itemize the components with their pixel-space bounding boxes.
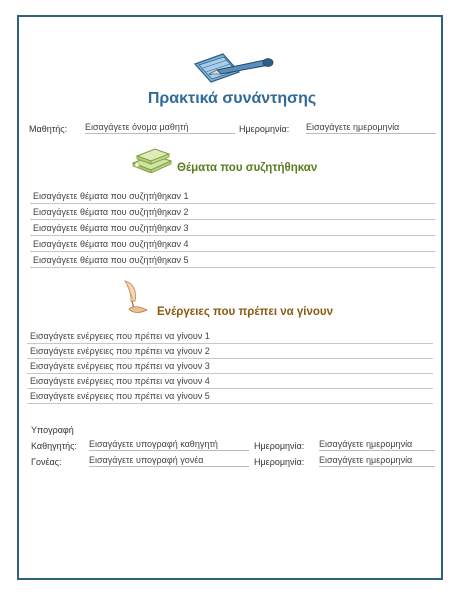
parent-date-value: Εισαγάγετε ημερομηνία: [319, 455, 413, 465]
document-page: [17, 15, 443, 580]
teacher-signature-value: Εισαγάγετε υπογραφή καθηγητή: [89, 439, 218, 449]
topic-line-5[interactable]: [30, 254, 435, 268]
student-name-value: Εισαγάγετε όνομα μαθητή: [85, 122, 189, 132]
actions-section-title: Ενέργειες που πρέπει να γίνουν: [157, 306, 333, 318]
teacher-signature-field[interactable]: [89, 439, 249, 451]
topic-text: Εισαγάγετε θέματα που συζητήθηκαν 5: [33, 255, 189, 265]
student-name-field[interactable]: [85, 122, 235, 134]
topics-section-title: Θέματα που συζητήθηκαν: [177, 162, 318, 174]
student-label: Μαθητής:: [29, 124, 68, 134]
topic-text: Εισαγάγετε θέματα που συζητήθηκαν 3: [33, 223, 189, 233]
teacher-label: Καθηγητής:: [31, 441, 78, 451]
topic-line-4[interactable]: [30, 238, 435, 252]
topic-text: Εισαγάγετε θέματα που συζητήθηκαν 1: [33, 191, 189, 201]
action-line-5[interactable]: [27, 390, 433, 404]
action-line-3[interactable]: [27, 360, 433, 374]
action-text: Εισαγάγετε ενέργειες που πρέπει να γίνουν 2: [30, 346, 210, 356]
topic-text: Εισαγάγετε θέματα που συζητήθηκαν 4: [33, 239, 189, 249]
signature-heading: Υπογραφή: [31, 425, 74, 435]
action-line-1[interactable]: [27, 330, 433, 344]
action-text: Εισαγάγετε ενέργειες που πρέπει να γίνουν 5: [30, 391, 210, 401]
page-title: Πρακτικά συνάντησης: [147, 90, 317, 107]
date-label: Ημερομηνία:: [239, 124, 290, 134]
parent-signature-field[interactable]: [89, 455, 249, 467]
action-line-4[interactable]: [27, 375, 433, 389]
date-value: Εισαγάγετε ημερομηνία: [306, 122, 400, 132]
parent-signature-value: Εισαγάγετε υπογραφή γονέα: [89, 455, 204, 465]
topic-text: Εισαγάγετε θέματα που συζητήθηκαν 2: [33, 207, 189, 217]
action-line-2[interactable]: [27, 345, 433, 359]
stacked-books-icon: [129, 145, 175, 173]
notebook-pen-icon: [189, 48, 277, 84]
action-text: Εισαγάγετε ενέργειες που πρέπει να γίνουν 4: [30, 376, 210, 386]
action-text: Εισαγάγετε ενέργειες που πρέπει να γίνουν 1: [30, 331, 210, 341]
topic-line-3[interactable]: [30, 222, 435, 236]
date-field[interactable]: [306, 122, 436, 134]
topic-line-1[interactable]: [30, 190, 435, 204]
teacher-date-label: Ημερομηνία:: [254, 441, 305, 451]
parent-date-field[interactable]: [319, 455, 435, 467]
teacher-date-field[interactable]: [319, 439, 435, 451]
parent-date-label: Ημερομηνία:: [254, 457, 305, 467]
action-text: Εισαγάγετε ενέργειες που πρέπει να γίνουν 3: [30, 361, 210, 371]
quill-pen-icon: [119, 279, 153, 315]
teacher-date-value: Εισαγάγετε ημερομηνία: [319, 439, 413, 449]
topic-line-2[interactable]: [30, 206, 435, 220]
parent-label: Γονέας:: [31, 457, 62, 467]
